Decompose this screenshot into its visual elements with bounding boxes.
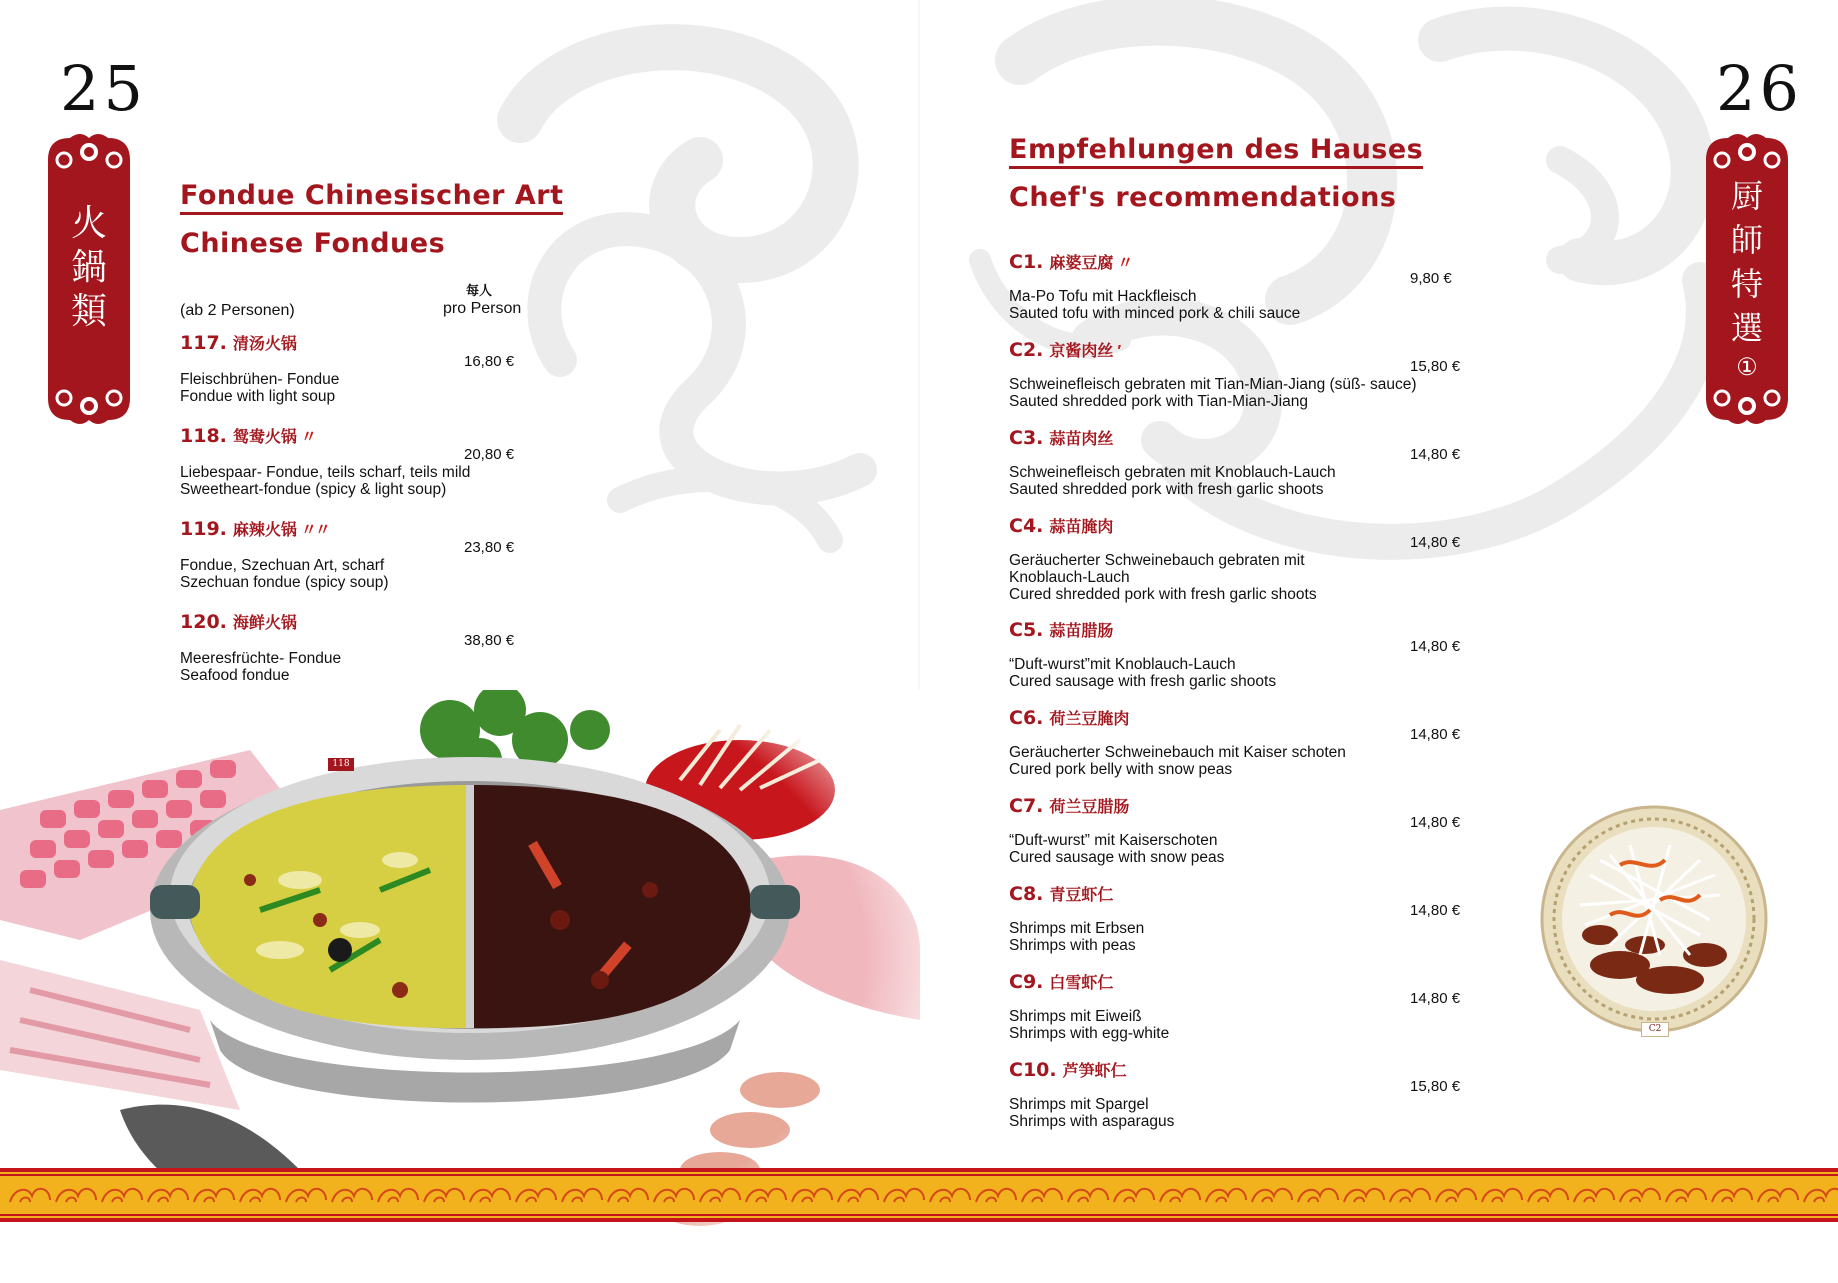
category-tab-right [1698, 130, 1796, 428]
item-number: 120. [180, 611, 227, 633]
description-line: Cured shredded pork with fresh garlic shoots [1009, 586, 1317, 603]
cloud-border-decoration [0, 1168, 1838, 1222]
description-line: Liebespaar- Fondue, teils scharf, teils mild [180, 464, 471, 481]
item-price: 14,80 € [1410, 638, 1461, 655]
item-description [180, 650, 341, 684]
min-persons-note: (ab 2 Personen) [180, 302, 295, 319]
photo-item-badge: C2 [1641, 1022, 1669, 1037]
item-number: C9. [1009, 971, 1044, 993]
item-number: C3. [1009, 427, 1044, 449]
item-price: 23,80 € [464, 539, 515, 556]
description-line: Ma-Po Tofu mit Hackfleisch [1009, 288, 1197, 305]
item-number: C6. [1009, 707, 1044, 729]
chili-spicy-icon: 〃 [1117, 255, 1132, 272]
item-description [1009, 288, 1469, 322]
item-description [180, 371, 339, 405]
description-line: Sauted shredded pork with fresh garlic shoots [1009, 481, 1324, 498]
menu-item [1009, 618, 1479, 690]
category-tab-left [40, 130, 138, 428]
description-line: Shrimps with egg-white [1009, 1025, 1170, 1042]
description-line: Cured sausage with fresh garlic shoots [1009, 673, 1277, 690]
item-description [1009, 376, 1469, 410]
item-number: 118. [180, 425, 227, 447]
section-heading-de-left: Fondue Chinesischer Art [180, 180, 563, 215]
item-description [1009, 832, 1469, 866]
description-line: Sauted tofu with minced pork & chili sauce [1009, 305, 1301, 322]
item-description [1009, 552, 1469, 603]
item-price: 14,80 € [1410, 446, 1461, 463]
item-chinese-name: 蒜苗肉丝 [1049, 429, 1114, 448]
photo-item-badge: 118 [328, 758, 354, 771]
description-line: Shrimps mit Spargel [1009, 1096, 1149, 1113]
tab-char: ① [1736, 353, 1758, 381]
item-description [1009, 1096, 1469, 1130]
tab-char: 厨 [1730, 177, 1763, 215]
item-price: 9,80 € [1410, 270, 1452, 287]
menu-item [180, 517, 650, 591]
item-number: 119. [180, 518, 227, 540]
item-price: 14,80 € [1410, 990, 1461, 1007]
menu-item [180, 610, 650, 684]
description-line: “Duft-wurst” mit Kaiserschoten [1009, 832, 1218, 849]
page-number-left: 25 [60, 52, 147, 125]
tab-char: 師 [1730, 221, 1763, 259]
item-chinese-name: 荷兰豆腊肠 [1049, 797, 1130, 816]
item-number: C4. [1009, 515, 1044, 537]
item-chinese-name: 蒜苗腌肉 [1049, 517, 1114, 536]
item-description [180, 464, 470, 498]
menu-item [180, 424, 650, 498]
item-chinese-name: 荷兰豆腌肉 [1049, 709, 1130, 728]
tab-chars-left [40, 202, 138, 334]
tab-chars-right [1698, 174, 1796, 384]
item-price: 14,80 € [1410, 726, 1461, 743]
item-price: 20,80 € [464, 446, 515, 463]
section-heading-en-right: Chef's recommendations [1009, 182, 1397, 213]
description-line: Fleischbrühen- Fondue [180, 371, 340, 388]
chili-spicy-icon: ′ [1117, 343, 1120, 360]
item-description [1009, 920, 1469, 954]
item-chinese-name: 白雪虾仁 [1049, 973, 1114, 992]
menu-item [1009, 426, 1479, 498]
description-line: Geräucherter Schweinebauch gebraten mit [1009, 552, 1305, 569]
item-number: C10. [1009, 1059, 1057, 1081]
item-price: 38,80 € [464, 632, 515, 649]
menu-item [1009, 514, 1479, 603]
item-description [180, 557, 389, 591]
item-description [1009, 656, 1469, 690]
item-number: 117. [180, 332, 227, 354]
description-line: Meeresfrüchte- Fondue [180, 650, 342, 667]
per-person-cn: 每人 [466, 283, 493, 298]
item-price: 14,80 € [1410, 534, 1461, 551]
menu-item [1009, 250, 1479, 322]
item-number: C2. [1009, 339, 1044, 361]
section-heading-de-right: Empfehlungen des Hauses [1009, 134, 1423, 169]
description-line: Cured sausage with snow peas [1009, 849, 1225, 866]
description-line: Shrimps mit Erbsen [1009, 920, 1145, 937]
tab-char: 選 [1730, 309, 1763, 347]
item-description [1009, 1008, 1469, 1042]
item-price: 14,80 € [1410, 814, 1461, 831]
tab-char: 類 [70, 291, 107, 332]
item-number: C8. [1009, 883, 1044, 905]
item-number: C5. [1009, 619, 1044, 641]
description-line: Shrimps with peas [1009, 937, 1136, 954]
menu-item [1009, 794, 1479, 866]
description-line: Shrimps with asparagus [1009, 1113, 1175, 1130]
item-chinese-name: 青豆虾仁 [1049, 885, 1114, 904]
item-price: 15,80 € [1410, 1078, 1461, 1095]
tab-char: 火 [70, 203, 107, 244]
menu-item [180, 331, 650, 405]
page-number-right: 26 [1716, 52, 1803, 125]
description-line: Seafood fondue [180, 667, 290, 684]
menu-item [1009, 882, 1479, 954]
description-line: Sweetheart-fondue (spicy & light soup) [180, 481, 447, 498]
description-line: Fondue, Szechuan Art, scharf [180, 557, 385, 574]
tab-char: 特 [1730, 265, 1763, 303]
item-chinese-name: 京酱肉丝 [1049, 341, 1114, 360]
item-price: 15,80 € [1410, 358, 1461, 375]
description-line: Sauted shredded pork with Tian-Mian-Jiang [1009, 393, 1308, 410]
menu-item [1009, 706, 1479, 778]
description-line: Cured pork belly with snow peas [1009, 761, 1233, 778]
description-line: Knoblauch-Lauch [1009, 569, 1130, 586]
description-line: Shrimps mit Eiweiß [1009, 1008, 1142, 1025]
tab-char: 鍋 [70, 247, 107, 288]
description-line: Geräucherter Schweinebauch mit Kaiser schoten [1009, 744, 1346, 761]
item-description [1009, 744, 1469, 778]
chili-spicy-icon: 〃 [300, 429, 315, 446]
description-line: Fondue with light soup [180, 388, 336, 405]
menu-item [1009, 338, 1479, 410]
description-line: Schweinefleisch gebraten mit Knoblauch-Lauch [1009, 464, 1336, 481]
menu-item [1009, 1058, 1479, 1130]
item-description [1009, 464, 1469, 498]
item-chinese-name: 鸳鸯火锅 [232, 427, 297, 446]
item-price: 14,80 € [1410, 902, 1461, 919]
item-chinese-name: 蒜苗腊肠 [1049, 621, 1114, 640]
description-line: Schweinefleisch gebraten mit Tian-Mian-Jiang (süß- sauce) [1009, 376, 1417, 393]
dish-c2-photo [1540, 805, 1768, 1033]
item-price: 16,80 € [464, 353, 515, 370]
per-person-label: pro Person [443, 300, 522, 317]
chili-spicy-icon: 〃〃 [300, 522, 329, 539]
item-chinese-name: 芦笋虾仁 [1062, 1061, 1127, 1080]
menu-item [1009, 970, 1479, 1042]
item-chinese-name: 清汤火锅 [232, 334, 297, 353]
item-number: C1. [1009, 251, 1044, 273]
item-chinese-name: 麻婆豆腐 [1049, 253, 1114, 272]
item-chinese-name: 海鲜火锅 [232, 613, 297, 632]
item-chinese-name: 麻辣火锅 [232, 520, 297, 539]
item-number: C7. [1009, 795, 1044, 817]
description-line: Szechuan fondue (spicy soup) [180, 574, 389, 591]
description-line: “Duft-wurst”mit Knoblauch-Lauch [1009, 656, 1236, 673]
section-heading-en-left: Chinese Fondues [180, 228, 446, 259]
